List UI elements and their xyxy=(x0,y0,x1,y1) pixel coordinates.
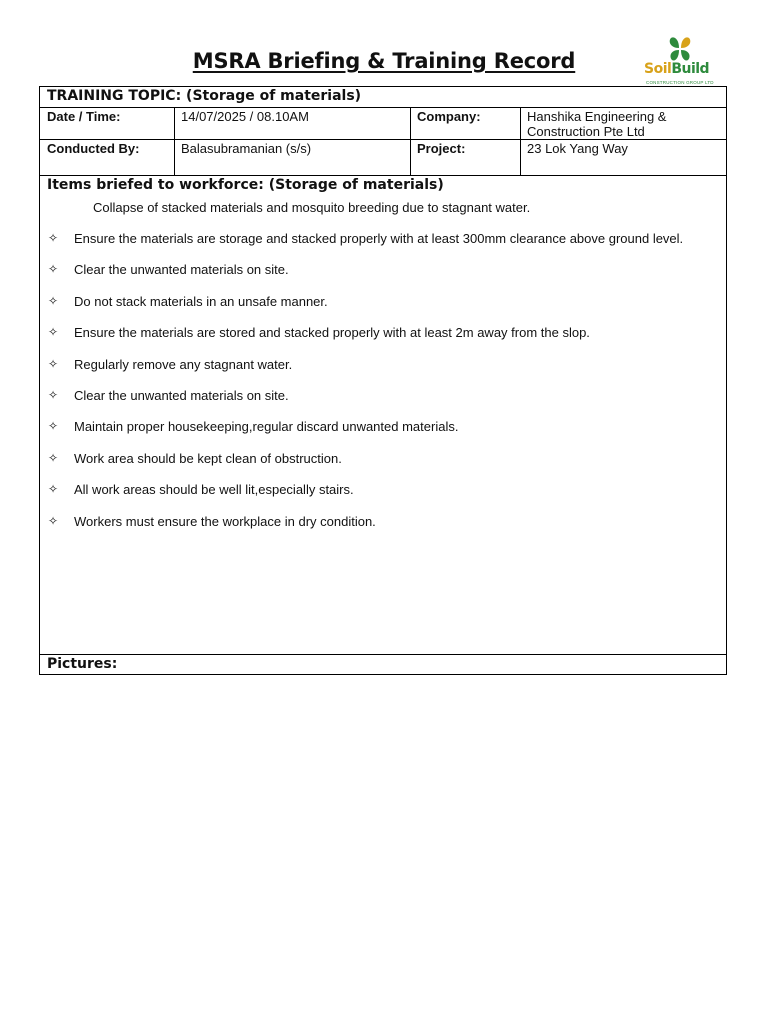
conducted-by-label: Conducted By: xyxy=(47,141,140,156)
hazard-intro: Collapse of stacked materials and mosquito breeding due to stagnant water. xyxy=(93,200,531,215)
conducted-by-value: Balasubramanian (s/s) xyxy=(181,141,312,156)
diamond-bullet-icon: ✧ xyxy=(47,482,59,497)
training-topic: TRAINING TOPIC: (Storage of materials) xyxy=(47,88,362,104)
date-time-label: Date / Time: xyxy=(47,109,121,124)
page-title: MSRA Briefing & Training Record xyxy=(192,49,576,73)
training-record-form: TRAINING TOPIC: (Storage of materials) Date / Time: 14/07/2025 / 08.10AM Company: Hanshika Engineering & Construction Pte Ltd Conducted By: Balasubramanian (s/s) Project: 23 Lok Yang Way Items briefed to workforce: (Storage of materials) Collapse of stacked materials and mosquito breeding due to stagnant water. ✧ Ensure the materials are storage and stacked properly with at least 300mm clearance above ground level. ✧ Clear the unwanted materials on site. ✧ Do not stack materials in an unsafe manner. ✧ Ensure the materials are stored and stacked properly with at least 2m away from the slop. ✧ Regularly remove any stagnant water. ✧ Clear the unwanted materials on site. ✧ Maintain proper housekeeping,regular discard unwanted materials. ✧ Work area should be kept clean of obstruction. ✧ All work areas should be well lit,especially stairs. ✧ Workers must ensure the workplace in dry condition. Pictures: xyxy=(39,86,727,675)
company-value xyxy=(527,109,666,139)
pictures-label: Pictures: xyxy=(47,656,118,672)
pictures-row xyxy=(40,654,726,674)
logo-wordmark: SoilBuild xyxy=(644,61,710,77)
grid-divider xyxy=(520,108,521,175)
diamond-bullet-icon: ✧ xyxy=(47,325,59,340)
details-grid xyxy=(40,108,726,176)
grid-divider xyxy=(410,108,411,175)
company-logo xyxy=(640,36,720,88)
training-topic-row xyxy=(40,87,726,108)
diamond-bullet-icon: ✧ xyxy=(47,356,59,371)
logo-subtitle: CONSTRUCTION GROUP LTD xyxy=(646,80,714,85)
leaf-clover-logo-icon xyxy=(667,36,693,62)
diamond-bullet-icon: ✧ xyxy=(47,231,59,245)
diamond-bullet-icon: ✧ xyxy=(47,262,59,277)
diamond-bullet-icon: ✧ xyxy=(47,450,59,465)
company-value-line: Hanshika Engineering & xyxy=(527,109,667,124)
project-value: 23 Lok Yang Way xyxy=(527,141,628,156)
date-time-value: 14/07/2025 / 08.10AM xyxy=(181,109,309,124)
items-briefed-heading: Items briefed to workforce: (Storage of materials) xyxy=(47,177,444,193)
company-label: Company: xyxy=(417,109,481,124)
diamond-bullet-icon: ✧ xyxy=(47,387,59,402)
diamond-bullet-icon: ✧ xyxy=(47,419,59,434)
project-label: Project: xyxy=(417,141,466,156)
diamond-bullet-icon: ✧ xyxy=(47,293,59,308)
diamond-bullet-icon: ✧ xyxy=(47,513,59,528)
grid-divider xyxy=(174,108,175,175)
grid-divider xyxy=(40,139,726,140)
company-value-line: Construction Pte Ltd xyxy=(527,124,645,139)
